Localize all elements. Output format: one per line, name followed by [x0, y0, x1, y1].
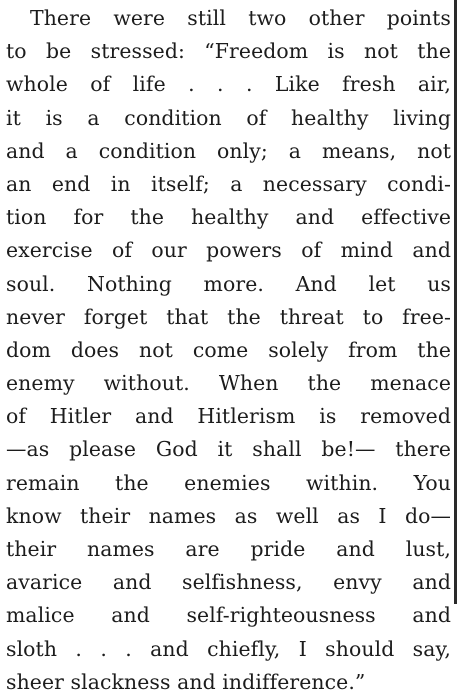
- text-line: —as please God it shall be!— there: [6, 437, 451, 462]
- text-line: it is a condition of healthy living: [6, 105, 451, 130]
- text-line: sheer slackness and indifference.”: [6, 669, 366, 694]
- text-line: never forget that the threat to free-: [6, 304, 451, 329]
- text-line: and a condition only; a means, not: [6, 138, 451, 163]
- text-line: tion for the healthy and effective: [6, 205, 451, 230]
- text-line: avarice and selfishness, envy and: [6, 570, 451, 595]
- text-line: an end in itself; a necessary condi-: [6, 171, 451, 196]
- text-line: sloth . . . and chiefly, I should say,: [6, 636, 451, 661]
- text-line: malice and self-righteousness and: [6, 603, 451, 628]
- text-line: soul. Nothing more. And let us: [6, 271, 451, 296]
- text-line: whole of life . . . Like fresh air,: [6, 72, 451, 97]
- text-line: exercise of our powers of mind and: [6, 238, 451, 263]
- text-line: to be stressed: “Freedom is not the: [6, 39, 451, 64]
- text-line: of Hitler and Hitlerism is removed: [6, 404, 451, 429]
- text-line: know their names as well as I do—: [6, 503, 451, 528]
- text-line: There were still two other points: [30, 6, 451, 30]
- text-line: remain the enemies within. You: [6, 470, 451, 495]
- text-line: dom does not come solely from the: [6, 337, 451, 362]
- text-line: enemy without. When the menace: [6, 371, 451, 396]
- text-line: their names are pride and lust,: [6, 537, 451, 561]
